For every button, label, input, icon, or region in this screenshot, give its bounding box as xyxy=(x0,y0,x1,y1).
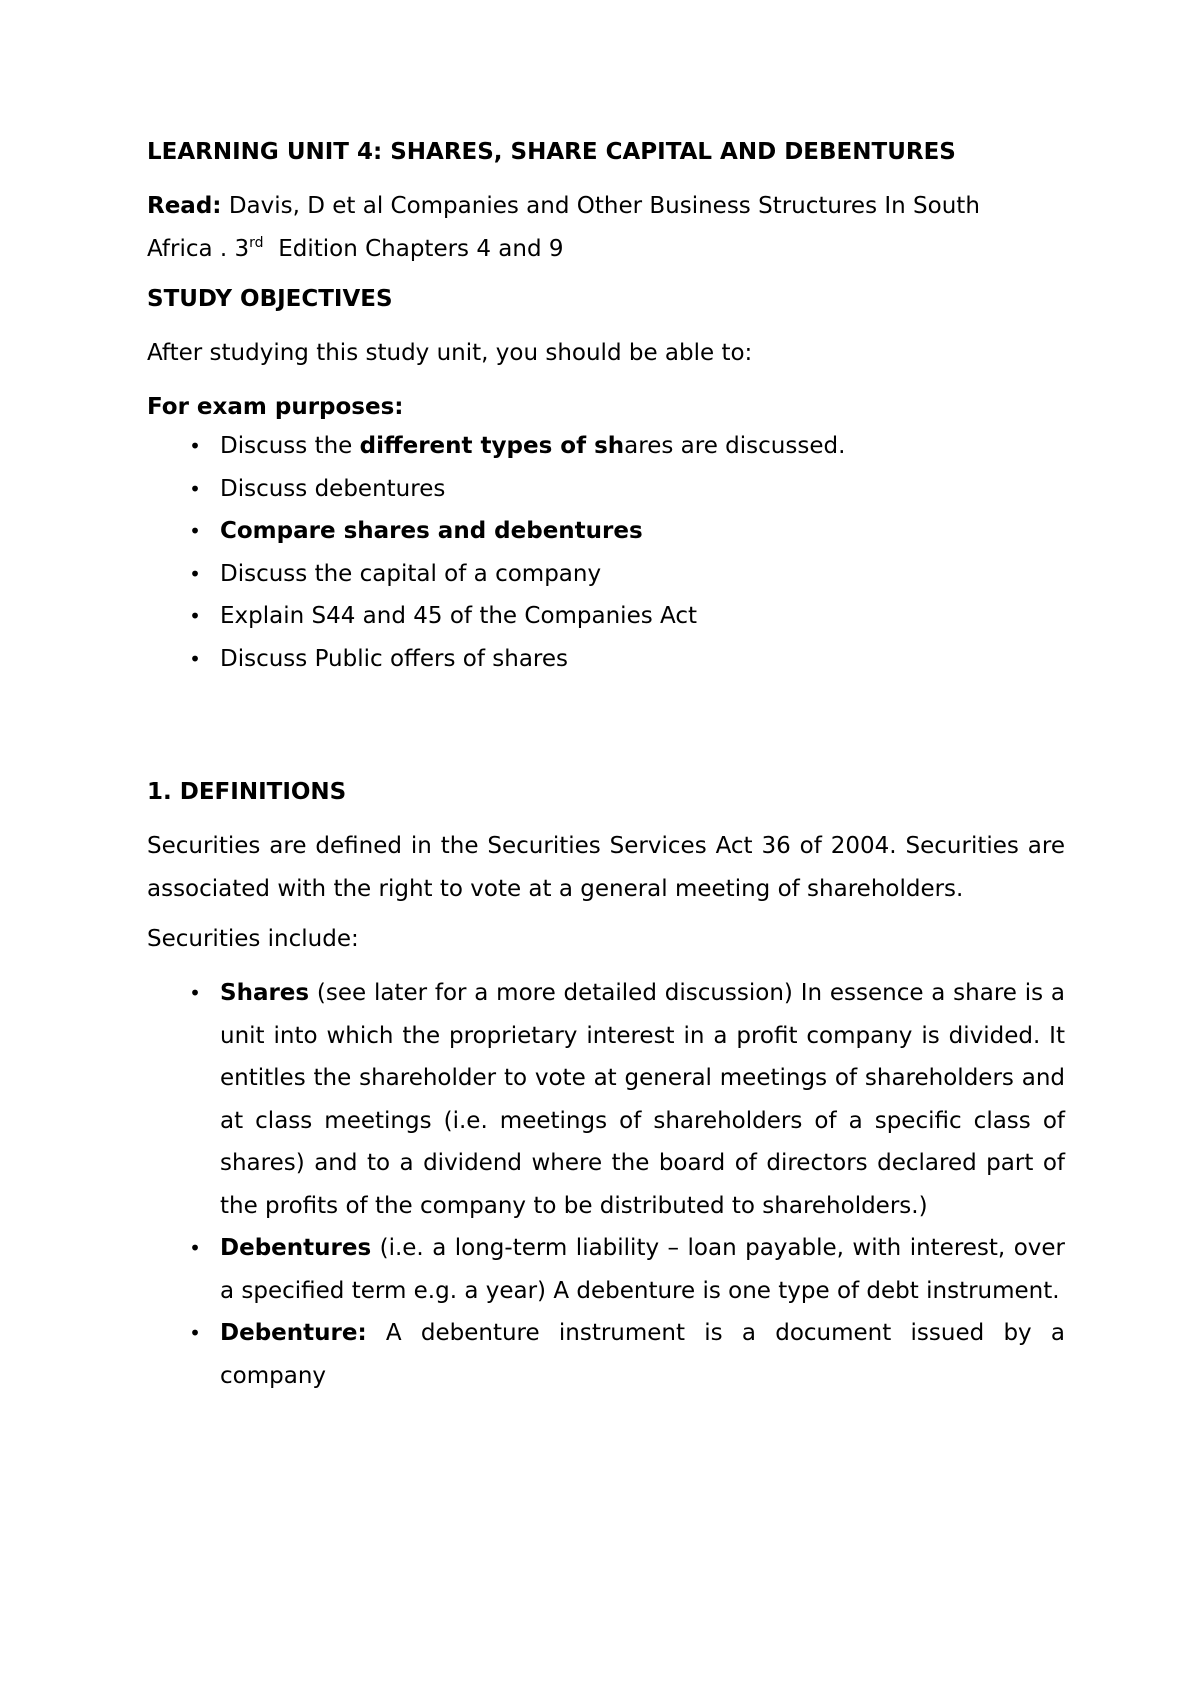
list-item: • Discuss debentures xyxy=(147,468,1065,511)
list-item: • Discuss Public offers of shares xyxy=(147,638,1065,681)
definitions-paragraph: Securities are defined in the Securities Services Act 36 of 2004. Securities are associated with the right to vote at a general meeting of shareholders. xyxy=(147,833,1065,902)
list-item: • Discuss the capital of a company xyxy=(147,553,1065,596)
list-item: • Discuss the different types of shares are discussed. xyxy=(147,425,1065,468)
list-item-debentures: • Debentures (i.e. a long-term liability – loan payable, with interest, over a specified term e.g. a year) A debenture is one type of debt instrument. xyxy=(147,1227,1065,1312)
reading-line-2: Africa . 3rd Edition Chapters 4 and 9 xyxy=(147,234,564,262)
exam-purposes-label: For exam purposes: xyxy=(147,394,404,420)
bullet-icon: • xyxy=(189,434,201,458)
bullet-icon: • xyxy=(189,981,201,1005)
list-item-debenture: • Debenture: A debenture instrument is a document issued by a company xyxy=(147,1312,1065,1397)
bullet-icon: • xyxy=(189,1321,201,1345)
page-title: LEARNING UNIT 4: SHARES, SHARE CAPITAL AND DEBENTURES xyxy=(147,139,956,165)
study-objectives-heading: STUDY OBJECTIVES xyxy=(147,286,393,312)
superscript: rd xyxy=(249,234,264,251)
reading-label: Read: xyxy=(147,193,222,219)
definitions-heading: 1. DEFINITIONS xyxy=(147,779,347,805)
securities-intro: Securities include: xyxy=(147,926,359,952)
list-item-shares: • Shares (see later for a more detailed discussion) In essence a share is a unit into which the proprietary interest in a profit company is divided. It entitles the shareholder to vote at general meetings of shareholders and at class meetings (i.e. meetings of shareholders of a specific class of shares) and to a dividend where the board of directors declared part of the profits of the company to be distributed to shareholders.) xyxy=(147,972,1065,1227)
securities-list xyxy=(147,972,1065,1397)
objectives-intro: After studying this study unit, you should be able to: xyxy=(147,340,753,366)
objectives-list xyxy=(147,425,1065,680)
bullet-icon: • xyxy=(189,476,201,501)
bullet-icon: • xyxy=(189,646,201,671)
bullet-icon: • xyxy=(189,604,201,628)
list-item: • Compare shares and debentures xyxy=(147,510,1065,553)
bullet-icon: • xyxy=(189,1236,201,1260)
list-item: • Explain S44 and 45 of the Companies Act xyxy=(147,595,1065,638)
reading-reference xyxy=(147,185,1065,270)
bullet-icon: • xyxy=(189,561,201,586)
reading-line-1: Read: Davis, D et al Companies and Other Business Structures In South xyxy=(147,193,980,219)
bullet-icon: • xyxy=(189,519,201,543)
